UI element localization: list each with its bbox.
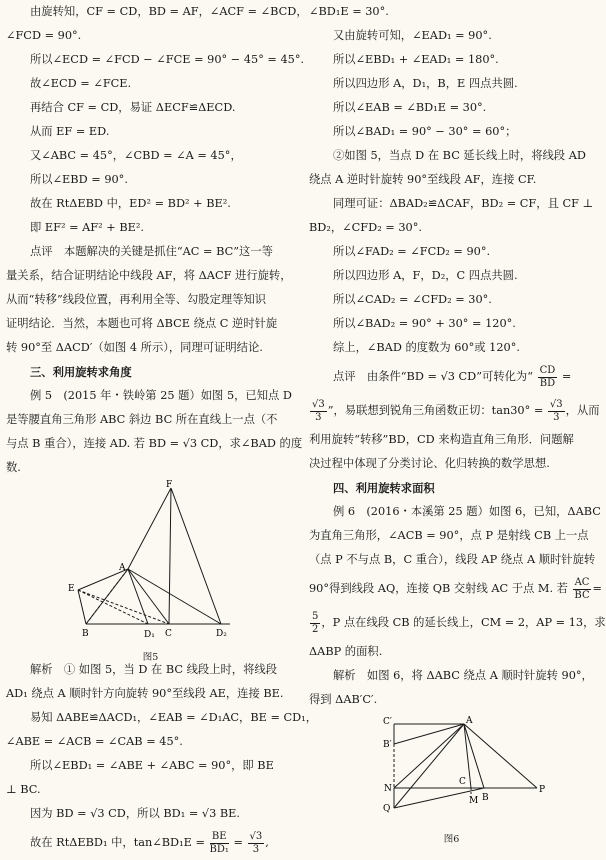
text-line: 解析 如图 6，将 ΔABC 绕点 A 顺时针旋转 90°，: [333, 669, 593, 682]
text-line: AD₁ 绕点 A 顺时针方向旋转 90°至线段 AE，连接 BE.: [6, 687, 284, 700]
fig6-label-C1: C′: [383, 717, 392, 727]
text-line: 三、利用旋转求角度: [30, 365, 132, 379]
text-line: 易知 ΔABE≌ΔACD₁，∠EAB = ∠D₁AC，BE = CD₁，: [30, 711, 318, 724]
text-line: ⊥ BC.: [6, 783, 41, 796]
text-line: 从而“转移”线段位置，再利用全等、勾股定理等知识: [6, 293, 267, 306]
text-line: 综上，∠BAD 的度数为 60°或 120°.: [333, 341, 520, 354]
text-line: 又∠ABC = 45°，∠CBD = ∠A = 45°，: [30, 149, 242, 162]
figure-6-caption: 图6: [443, 834, 460, 845]
text-line: 又由旋转可知，∠EAD₁ = 90°.: [333, 29, 492, 42]
fig5-label-E: E: [68, 584, 75, 594]
text-line: 量关系，结合证明结论中线段 AF，将 ΔACF 进行旋转，: [6, 269, 292, 282]
text-line: ΔABP 的面积.: [309, 645, 383, 658]
figure-5: [6, 480, 295, 663]
left-text-block-1: [6, 0, 308, 480]
ratio-line-2: $\frac{5}{2}$ ，P 点在线段 CB 的延长线上，CM = 2，AP = 13，求: [312, 610, 606, 635]
right-text-block-3: [309, 640, 594, 712]
tan-frac-2: $\frac{√3}{3}$: [549, 398, 563, 423]
text-line: 所以∠EBD = 90°.: [30, 173, 128, 186]
text-line: 所以∠EBD₁ + ∠EAD₁ = 180°.: [333, 53, 499, 66]
text-line: 决过程中体现了分类讨论、化归转换的数学思想.: [309, 457, 550, 470]
fig5-label-B: B: [82, 629, 89, 639]
text-line: 绕点 A 逆时针旋转 90°至线段 AF，连接 CF.: [309, 173, 537, 186]
fig6-label-M: M: [469, 796, 479, 806]
text-line: 是等腰直角三角形 ABC 斜边 BC 所在直线上一点（不: [6, 413, 278, 426]
comment-frac: $\frac{CD}{BD}$: [539, 364, 556, 389]
fig6-label-Q: Q: [383, 804, 391, 814]
text-line: 由旋转知，CF = CD，BD = AF，∠ACF = ∠BCD，: [30, 5, 308, 18]
text-line: 四、利用旋转求面积: [333, 481, 435, 495]
ratio-line: 90°得到线段 AQ，连接 QB 交射线 AC 于点 M. 若 $\frac{AC}{BC}$ =: [309, 576, 602, 601]
fig5-label-A: A: [119, 563, 126, 573]
text-line: （点 P 不与点 B，C 重合），线段 AP 绕点 A 顺时针旋转: [309, 553, 596, 566]
comment-prefix: 点评 由条件“BD = √3 CD”可转化为“: [333, 370, 533, 383]
fig5-label-D2: D₂: [216, 629, 227, 639]
right-column: [309, 0, 606, 845]
text-line: 所以∠EBD₁ = ∠ABE + ∠ABC = 90°，即 BE: [30, 759, 274, 772]
text-line: 所以∠BAD₁ = 90° − 30° = 60°；: [333, 125, 517, 138]
fig5-label-D1: D₁: [144, 630, 155, 640]
text-line: 故在 RtΔEBD 中，ED² = BD² + BE².: [30, 197, 231, 210]
ratio-frac: $\frac{AC}{BC}$: [574, 576, 590, 601]
figure-5-diagram: [6, 480, 295, 642]
text-line: ∠ABE = ∠ACB = ∠CAB = 45°.: [6, 735, 183, 748]
left-text-block-2: [6, 658, 318, 826]
text-line: 所以∠CAD₂ = ∠CFD₂ = 30°.: [333, 293, 492, 306]
fig6-label-N: N: [384, 784, 392, 794]
text-line: ∠FCD = 90°.: [6, 29, 82, 42]
fig6-label-B1: B′: [383, 740, 392, 750]
text-line: BD₂，∠CFD₂ = 30°.: [309, 221, 422, 234]
text-line: 与点 B 重合），连接 AD. 若 BD = √3 CD，求∠BAD 的度: [6, 437, 303, 450]
left-last-line: 故在 RtΔEBD₁ 中，tan∠BD₁E = $\frac{BE}{\text{BD₁}}$ = $\frac{√3}{3}$ ,: [30, 830, 269, 855]
ratio-frac-2: $\frac{5}{2}$: [312, 610, 319, 635]
tan-frac-1: $\frac{√3}{3}$: [312, 398, 325, 423]
fig5-label-F: F: [166, 480, 173, 490]
fig6-label-B: B: [482, 793, 489, 803]
tan-line: $\frac{√3}{3}$ ”，易联想到锐角三角函数正切：tan30° = $\frac{√3}{3}$ ，从而: [312, 398, 600, 423]
text-line: 所以∠FAD₂ = ∠FCD₂ = 90°.: [333, 245, 491, 258]
fig6-label-A: A: [466, 716, 473, 726]
text-line: 所以∠ECD = ∠FCD − ∠FCE = 90° − 45° = 45°.: [30, 53, 305, 66]
fig6-label-C: C: [459, 777, 466, 787]
left-last-prefix: 故在 RtΔEBD₁ 中，tan∠BD₁E =: [30, 836, 205, 849]
text-line: ②如图 5，当点 D 在 BC 延长线上时，将线段 AD: [333, 149, 586, 162]
text-line: 点评 本题解决的关键是抓住“AC = BC”这一等: [30, 245, 273, 258]
fig6-label-P: P: [539, 785, 546, 795]
text-line: 所以∠BAD₂ = 90° + 30° = 120°.: [333, 317, 516, 330]
text-line: 证明结论．当然，本题也可将 ΔBCE 绕点 C 逆时针旋: [6, 317, 278, 330]
comment-line: 点评 由条件“BD = √3 CD”可转化为“ $\frac{CD}{BD}$ =: [333, 364, 572, 389]
text-line: 数.: [6, 461, 21, 474]
text-line: ∠BD₁E = 30°.: [309, 5, 389, 18]
fig5-label-C: C: [165, 629, 172, 639]
text-line: 所以∠EAB = ∠BD₁E = 30°.: [333, 101, 487, 114]
text-line: 为直角三角形，∠ACB = 90°，点 P 是射线 CB 上一点: [309, 529, 589, 542]
right-text-block-2: [309, 428, 601, 572]
text-line: 得到 ΔAB′C′.: [309, 693, 378, 706]
figure-6: [309, 712, 594, 845]
text-line: 再结合 CF = CD，易证 ΔECF≌ΔECD.: [30, 101, 236, 114]
text-line: 因为 BD = √3 CD，所以 BD₁ = √3 BE.: [30, 807, 241, 820]
left-last-frac-1: $\frac{BE}{\text{BD₁}}$: [209, 830, 229, 855]
text-line: 同理可证：ΔBAD₂≌ΔCAF，BD₂ = CF，且 CF ⊥: [333, 197, 594, 210]
figure-5-caption: 图5: [142, 652, 159, 663]
text-line: 例 6 (2016・本溪第 25 题）如图 6，已知，ΔABC: [333, 505, 601, 518]
text-line: 转 90°至 ΔACD′（如图 4 所示），同理可证明结论.: [6, 341, 263, 354]
text-line: 所以四边形 A，F，D₂，C 四点共圆.: [333, 269, 518, 282]
text-line: 故∠ECD = ∠FCE.: [30, 77, 132, 90]
text-line: 利用旋转“转移”BD，CD 来构造直角三角形．问题解: [309, 433, 574, 446]
left-last-frac-2: $\frac{√3}{3}$: [249, 830, 263, 855]
text-line: 从而 EF = ED.: [30, 125, 110, 138]
figure-6-diagram: [309, 712, 594, 824]
text-line: 所以四边形 A，D₁，B，E 四点共圆.: [333, 77, 518, 90]
text-line: 解析 ① 如图 5，当 D 在 BC 线段上时，将线段: [30, 663, 277, 676]
right-text-block-1: [309, 0, 594, 360]
text-line: 即 EF² = AF² + BE².: [30, 221, 144, 234]
text-line: 例 5 (2015 年・铁岭第 25 题）如图 5，已知点 D: [30, 389, 292, 402]
